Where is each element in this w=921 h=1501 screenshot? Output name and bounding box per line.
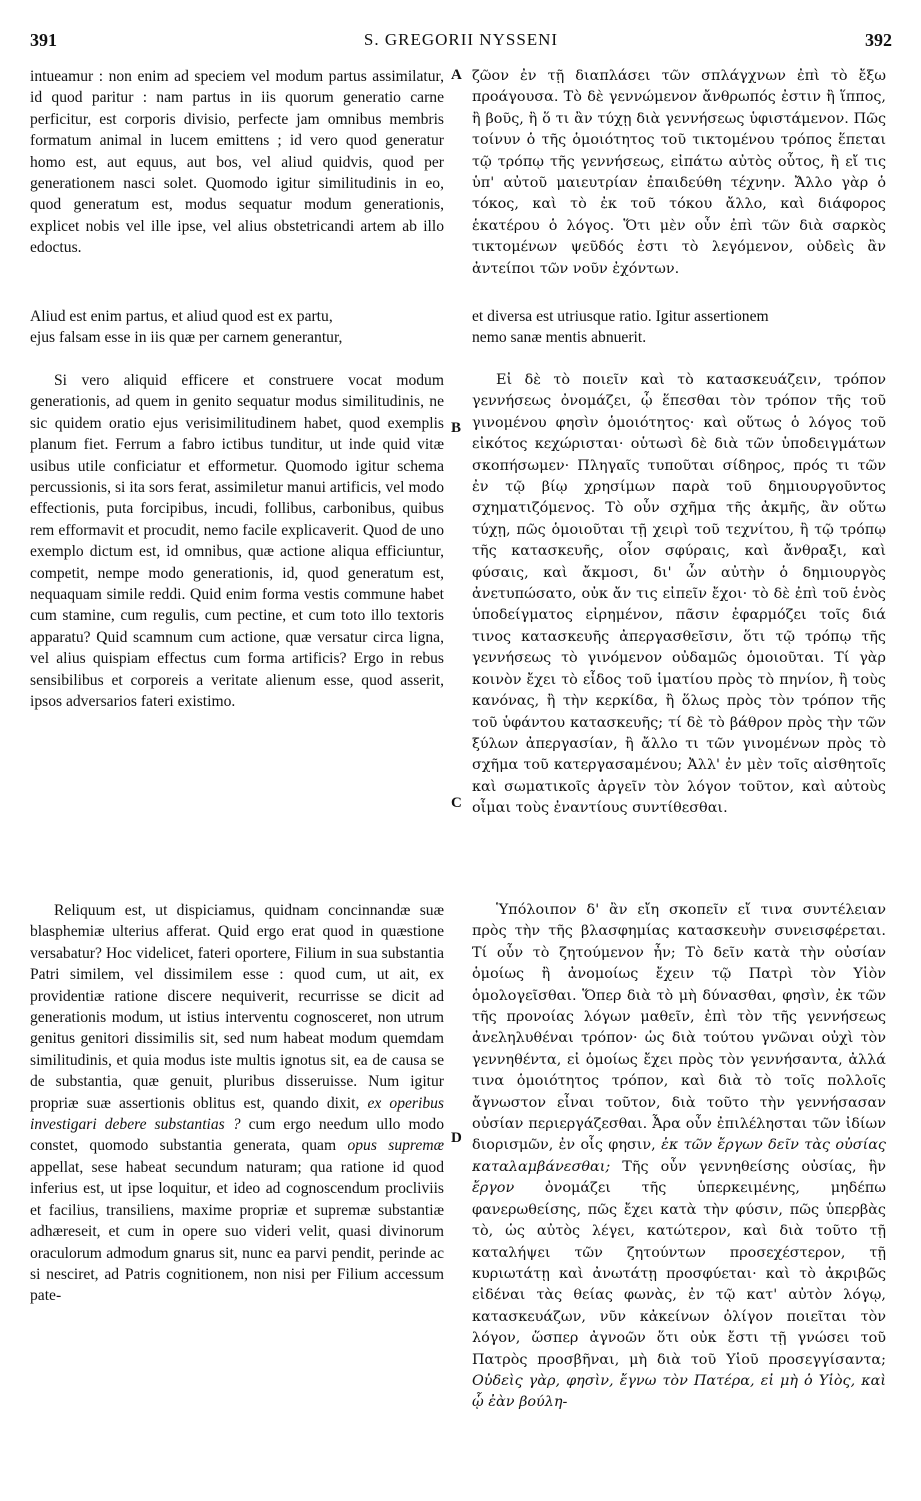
greek-paragraph-3: Ὑπόλοιπον δ' ἂν εἴη σκοπεῖν εἴ τινα συντέλειαν πρὸς τὴν τῆς βλασφημίας κατασκευὴν συνεισφέρεται. Τί οὖν τὸ ζητούμενον ἦν; Τὸ δεῖν κατὰ τὴν οὐσίαν ὁμοίως ἢ ἀνομοίως ἔχειν τῷ Πατρὶ τὸν Υἱὸν ὁμολογεῖσθαι. Ὅπερ διὰ τὸ μὴ δύνασθαι, φησὶν, ἐκ τῶν τῆς προνοίας λόγων μαθεῖν, ἐπὶ τὸν τῆς γεννήσεως ἀνεληλυθέναι τρόπον· ὡς διὰ τούτου γνῶναι οὐχὶ τὸν γεννηθέντα, εἰ ὁμοίως ἔχει πρὸς τὸν γεννήσαντα, ἀλλά τινα ὁμοιότητος τρόπον, καὶ διὰ τὸ τοῖς πολλοῖς ἄγνωστον εἶναι τοῦτον, διὰ τοῦτο τὴν γεννήσασαν οὐσίαν περιεργάζεσθαι. Ἆρα οὖν ἐπιλέλησται τῶν ἰδίων διορισμῶν, ἐν οἷς φησιν, ἐκ τῶν ἔργων δεῖν τὰς οὐσίας καταλαμβάνεσθαι; Τῆς οὖν γεννηθείσης οὐσίας, ἣν ἔργον ὀνομάζει τῆς ὑπερκειμένης, μηδέπω φανερωθείσης, πῶς ἔχει κατὰ τὴν φύσιν, πῶς ὑπερβὰς τὸ, ὡς αὐτὸς λέγει, κατώτερον, καὶ διὰ τοῦτο τῇ καταλήψει τῶν ζητούντων προσεχέστερον, τῇ κυριωτάτῃ καὶ ἀνωτάτῃ προσφύεται· καὶ τὸ ἀκριβῶς εἰδέναι τὰς θείας φωνὰς, ἐν τῷ κατ' αὐτὸν λόγῳ, κατασκευάζων, νῦν κἀκείνων ὀλίγον ποιεῖται τὸν λόγον, ὥσπερ ἀγνοῶν ὅτι οὐκ ἔστι τῇ γνώσει τοῦ Πατρὸς προσβῆναι, μὴ διὰ τοῦ Υἱοῦ προσεγγίσαντα; Οὐδεὶς γὰρ, φησὶν, ἔγνω τὸν Πατέρα, εἰ μὴ ὁ Υἱὸς, καὶ ᾧ ἐὰν βούλη-	[472, 902, 886, 1411]
greek-quote-1: ἐκ τῶν ἔργων δεῖν τὰς οὐσίας καταλαμβάνεσθαι;	[472, 1137, 886, 1175]
margin-marker-c: C	[451, 795, 462, 811]
greek-quote-3: Οὐδεὶς γὰρ, φησὶν, ἔγνω τὸν Πατέρα, εἰ μὴ ὁ Υἱὸς, καὶ ᾧ ἐὰν βούλη-	[472, 1372, 886, 1411]
greek-paragraph-2: Εἰ δὲ τὸ ποιεῖν καὶ τὸ κατασκευάζειν, τρόπον γεννήσεως ὀνομάζει, ᾧ ἕπεσθαι τὸν τρόπον τῆς τοῦ γινομένου φησὶν ὁμοιότητος· καὶ οὕτως ὁ λόγος τοῦ εἰκότος κεχώρισται· οὑτωσὶ δὲ διὰ τῶν ὑποδειγμάτων σκοπήσωμεν· Πληγαῖς τυποῦται σίδηρος, πρός τι τῶν ἐν τῷ βίῳ χρησίμων παρὰ τοῦ δημιουργοῦντος σχηματιζόμενος. Τὸ οὖν σχῆμα τῆς ἀκμῆς, ἂν οὕτω τύχῃ, πῶς ὁμοιοῦται τῇ χειρὶ τοῦ τεχνίτου, ἢ τῷ τρόπῳ τῆς κατασκευῆς, οἷον σφύραις, καὶ ἄνθραξι, καὶ φύσαις, καὶ ἄκμοσι, δι' ὧν αὐτὴν ὁ δημιουργὸς ἀνετυπώσατο, οὐκ ἄν τις εἰπεῖν ἔχοι· τὸ δὲ ἐπὶ τοῦ ἑνὸς ὑποδείγματος εἰρημένον, πᾶσιν ἐφαρμόζει τοῖς διά τινος κατασκευῆς ἀπεργασθεῖσιν, ὅτι τῷ τρόπῳ τῆς γεννήσεως τὸ γινόμενον οὐδαμῶς ὁμοιοῦται. Τί γὰρ κοινὸν ἔχει τὸ εἶδος τοῦ ἱματίου πρὸς τὸ πηνίον, ἢ τοὺς κανόνας, ἢ τὴν κερκίδα, ἢ ὅλως πρὸς τὸν τρόπον τῆς τοῦ ὑφάντου κατασκευῆς; τί δὲ τὸ βάθρον πρὸς τὴν τῶν ξύλων ἀπεργασίαν, ἢ ἄλλο τι τῶν γινομένων πρὸς τὸ σχῆμα τοῦ κατεργασαμένου; Ἀλλ' ἐν μὲν τοῖς αἰσθητοῖς καὶ σωματικοῖς ἀργεῖν τὸν λόγον τοῦτον, καὶ αὐτοὺς οἶμαι τοὺς ἐναντίους συντίθεσθαι.	[472, 372, 886, 817]
latin-paragraph-1: intueamur : non enim ad speciem vel modum partus assimilatur, id quod paritur : nam partus in iis quorum generatio carne perficitur, est corporis divisio, perfecte jam omnibus membris formatum animal in lucem emittens ; id vero quod generatur homo est, aut equus, aut bos, vel aliud quidvis, quod per generationem nasci solet. Quomodo igitur similitudinis in eo, quod generatum est, modus sequatur modum generationis, explicet nobis vel ille ipse, vel alius obstetricandi artem ab illo edoctus.	[30, 68, 444, 257]
full-width-continuation	[30, 306, 892, 350]
page-header	[30, 30, 892, 56]
margin-marker-d: D	[451, 1130, 462, 1146]
greek-column-section-1	[472, 66, 886, 306]
latin-column-section-3	[30, 900, 444, 1480]
continuation-left-line-2: ejus falsam esse in iis quæ per carnem generantur,	[30, 329, 343, 346]
greek-paragraph-1: ζῶον ἐν τῇ διαπλάσει τῶν σπλάγχνων ἐπὶ τὸ ἔξω προάγουσα. Τὸ δὲ γεννώμενον ἄνθρωπός ἐστιν ἢ ἵππος, ἢ βοῦς, ἢ ὅ τι ἂν τύχῃ διὰ γεννήσεως ὑφιστάμενον. Πῶς τοίνυν ὁ τῆς ὁμοιότητος τοῦ τικτομένου τρόπος ἕπεται τῷ τρόπῳ τῆς γεννήσεως, εἰπάτω αὐτὸς οὗτος, ἢ εἴ τις ὑπ' αὐτοῦ μαιευτρίαν ἐπαιδεύθη τέχνην. Ἄλλο γὰρ ὁ τόκος, καὶ τὸ ἐκ τοῦ τόκου ἄλλο, καὶ διάφορος ἑκατέρου ὁ λόγος. Ὅτι μὲν οὖν ἐπὶ τῶν διὰ σαρκὸς τικτομένων ψεῦδός ἐστι τὸ λεγόμενον, οὐδεὶς ἂν ἀντείποι τῶν νοῦν ἐχόντων.	[472, 68, 886, 277]
continuation-right-line-1: et diversa est utriusque ratio. Igitur assertionem	[472, 308, 769, 325]
greek-column-section-2	[472, 370, 886, 850]
margin-marker-a: A	[451, 67, 462, 83]
latin-paragraph-3: Reliquum est, ut dispiciamus, quidnam concinnandæ suæ blasphemiæ ulterius afferat. Quid ergo erat quod in quæstione versabatur? Hoc videlicet, fateri oportere, Filium in sua substantia Patri similem, vel dissimilem esse : quod cum, ut ait, ex providentiæ ratione discere nequiverit, recurrisse se dicit ad generationis modum, ut istius interventu cognosceret, non utrum genitus genitori dissimilis sit, sed num habeat modum quemdam similitudinis, et quia modus iste multis ignotus sit, ea de causa se de substantia, quæ genuit, pluribus disseruisse. Num igitur propriæ suæ assertionis oblitus est, quando dixit, ex operibus investigari debere substantias ? cum ergo needum ullo modo constet, quomodo substantia generata, quam opus supremæ appellat, sese habeat secundum naturam; qua ratione id quod inferius est, ut ipse loquitur, et ideo ad cognoscendum procliviis et facilius, transiliens, maxime propriæ et supremæ substantiæ adhæreseit, et cum in opere suo videri velit, quasi divinorum oraculorum admodum gnarus sit, nunc ea parvi pendit, perinde ac si nesciret, ad Patris cognitionem, non nisi per Filium accessum pate-	[30, 902, 444, 1305]
left-page-number: 391	[30, 30, 57, 50]
latin-quote-1: ex operibus investigari debere substantias ?	[30, 1094, 444, 1134]
latin-column-section-1	[30, 66, 444, 306]
greek-column-section-3	[472, 900, 886, 1480]
right-page-number: 392	[865, 30, 892, 50]
continuation-left-line-1: Aliud est enim partus, et aliud quod est ex partu,	[30, 308, 333, 325]
latin-column-section-2	[30, 370, 444, 850]
running-title: S. GREGORII NYSSENI	[363, 30, 559, 49]
greek-quote-2: ἔργον	[472, 1180, 515, 1197]
continuation-right-line-2: nemo sanæ mentis abnuerit.	[472, 329, 647, 346]
latin-paragraph-2: Si vero aliquid efficere et construere vocat modum generationis, ad quem in genito sequatur modus similitudinis, ne sic quidem oratio ejus verisimilitudinem habet, quod exemplis planum fiet. Ferrum a fabro ictibus tunditur, ut inde quid vitæ usibus utile conficiatur et efformetur. Quomodo igitur schema percussionis, si ita sors ferat, assimiletur manui artificis, vel modo effectionis, puta forcipibus, incudi, follibus, carbonibus, quibus rem efformavit et procudit, nemo facile explicaverit. Quod de uno exemplo dictum est, id omnibus, quæ actione aliqua efficiuntur, competit, nempe modo generationis, id, quod generatum est, nequaquam simile reddi. Quid enim forma vestis commune habet cum stamine, cum regulis, cum pectine, et cum toto illo textoris apparatu? Quid scamnum cum actione, quæ versatur circa ligna, vel alius quispiam effectus cum forma artificis? Ergo in rebus sensibilibus et corporeis a veritate alienum esse, quod asserit, ipsos adversarios fateri existimo.	[30, 372, 444, 711]
margin-marker-b: B	[451, 420, 462, 436]
latin-quote-2: opus supremæ	[347, 1137, 444, 1155]
